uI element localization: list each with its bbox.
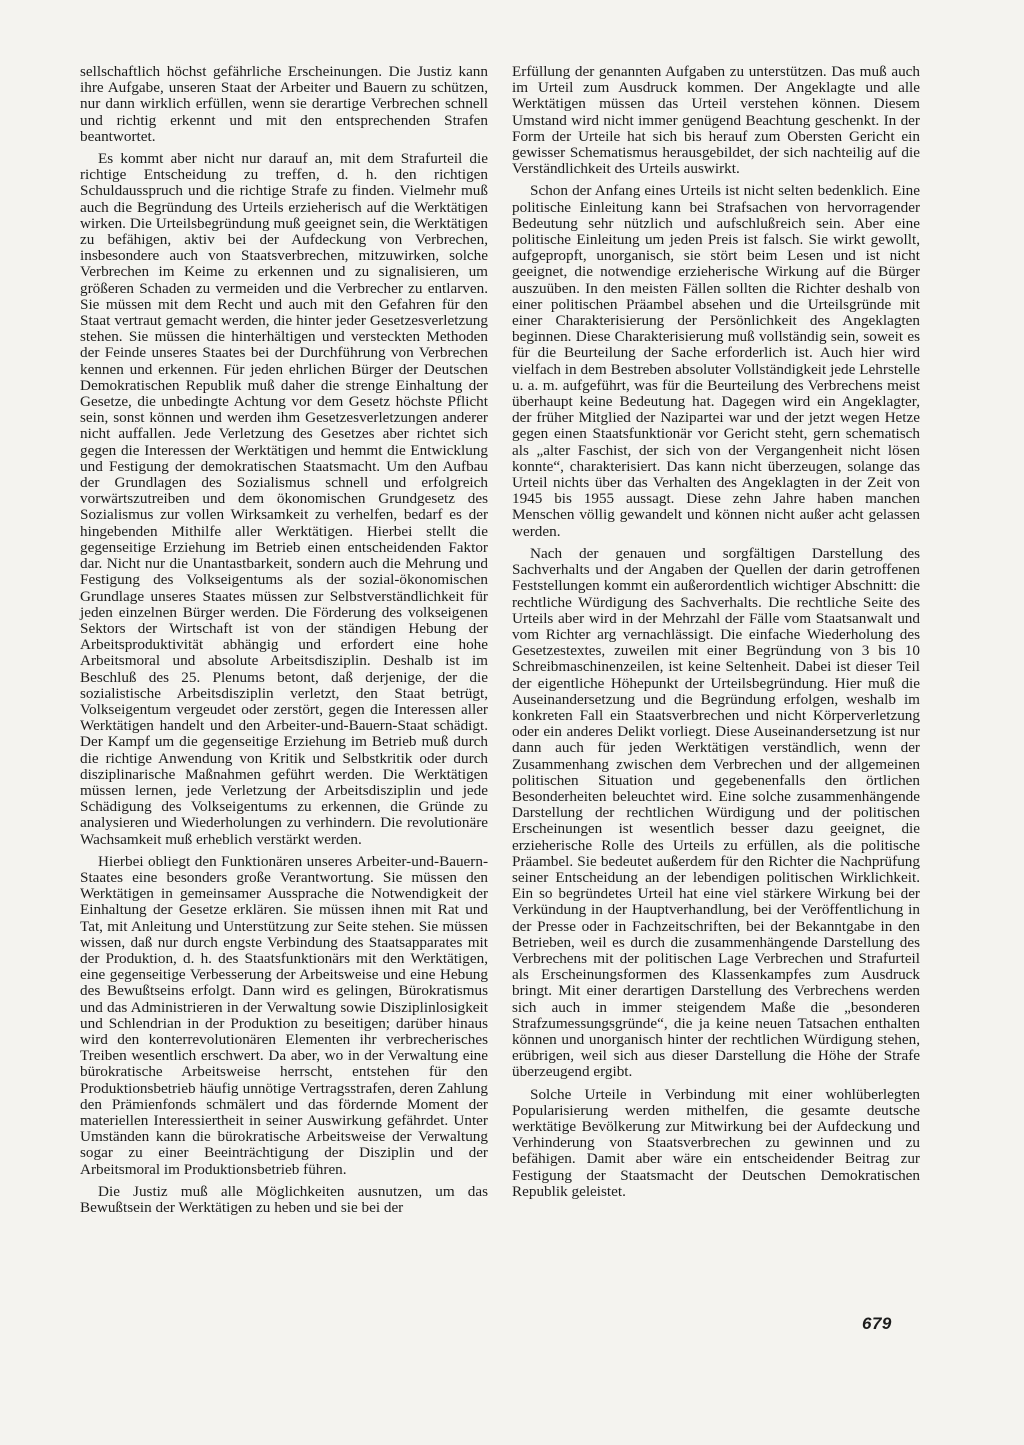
document-page [80, 64, 940, 1404]
paragraph: sellschaftlich höchst gefährliche Erscheinungen. Die Justiz kann ihre Aufgabe, unseren Staat der Arbeiter und Bauern zu schützen, nur dann wirklich erfüllen, wenn sie derartige Verbrechen schnell und richtig erkennt und mit den entsprechenden Strafen beantwortet. [80, 63, 488, 145]
paragraph: Es kommt aber nicht nur darauf an, mit dem Strafurteil die richtige Entscheidung zu treffen, d. h. den richtigen Schuldausspruch und die richtige Strafe zu finden. Vielmehr muß auch die Begründung des Urteils erzieherisch auf die Werktätigen wirken. Die Urteilsbegründung muß geeignet sein, die Werktätigen zu befähigen, aktiv bei der Aufdeckung von Verbrechen, insbesondere auch von Staatsverbrechen, mitzuwirken, solche Verbrechen im Keime zu erkennen und zu signalisieren, um größeren Schaden zu vermeiden und die Verbrecher zu entlarven. Sie müssen mit dem Recht und auch mit den Gefahren für den Staat vertraut gemacht werden, die hinter jeder Gesetzesverletzung stehen. Sie müssen die hinterhältigen und versteckten Methoden der Feinde unseres Staates bei der Durchführung von Verbrechen kennen und erkennen. Für jeden ehrlichen Bürger der Deutschen Demokratischen Republik muß daher die strenge Einhaltung der Gesetze, die unbedingte Achtung vor dem Gesetz höchste Pflicht sein, sonst können und werden ihm Gesetzesverletzungen anderer nicht auffallen. Jede Verletzung des Gesetzes aber richtet sich gegen die Interessen der Werktätigen und hemmt die Entwicklung und Festigung der demokratischen Staatsmacht. Um den Aufbau der Grundlagen des Sozialismus schnell und erfolgreich vorwärtszutreiben und dem ökonomischen Grundgesetz des Sozialismus zur vollen Wirksamkeit zu verhelfen, bedarf es der hingebenden Mithilfe aller Werktätigen. Hierbei stellt die gegenseitige Erziehung im Betrieb einen entscheidenden Faktor dar. Nicht nur die Unantastbarkeit, sondern auch die Mehrung und Festigung des Volkseigentums als der sozial-ökonomischen Grundlage unseres Staates müssen zur Selbstverständlichkeit für jeden einzelnen Bürger werden. Die Förderung des volkseigenen Sektors der Wirtschaft ist von der ständigen Hebung der Arbeitsproduktivität abhängig und erfordert eine hohe Arbeitsmoral und absolute Arbeitsdisziplin. Deshalb ist im Beschluß des 25. Plenums betont, daß derjenige, der die sozialistische Arbeitsdisziplin verletzt, den Staat betrügt, Volkseigentum vergeudet oder zerstört, gegen die Interessen aller Werktätigen handelt und den Arbeiter-und-Bauern-Staat schädigt. Der Kampf um die gegenseitige Erziehung im Betrieb muß durch die richtige Anwendung von Kritik und Selbstkritik oder durch disziplinarische Maßnahmen geführt werden. Die Werktätigen müssen lernen, jede Verletzung der Arbeitsdisziplin und jede Schädigung des Volkseigentums zu erkennen, die Gründe zu analysieren und Wiederholungen zu verhindern. Die revolutionäre Wachsamkeit muß erheblich verstärkt werden. [80, 150, 488, 848]
paragraph: Solche Urteile in Verbindung mit einer wohlüberlegten Popularisierung werden mithelfen, die gesamte deutsche werktätige Bevölkerung zur Mitwirkung bei der Aufdeckung und Verhinderung von Staatsverbrechen zu gewinnen und zu befähigen. Damit aber wäre ein entscheidender Beitrag zur Festigung der Staatsmacht der Deutschen Demokratischen Republik geleistet. [512, 1085, 920, 1200]
paragraph: Hierbei obliegt den Funktionären unseres Arbeiter-und-Bauern-Staates eine besonders große Verantwortung. Sie müssen den Werktätigen in gemeinsamer Aussprache die Notwendigkeit der Einhaltung der Gesetze erklären. Sie müssen ihnen mit Rat und Tat, mit Anleitung und Unterstützung zur Seite stehen. Sie müssen wissen, daß nur durch engste Verbindung des Staatsapparates mit der Produktion, d. h. des Staatsfunktionärs mit den Werktätigen, eine gegenseitige Verbesserung der Arbeitsweise und eine Hebung des Bewußtseins erfolgt. Dann wird es gelingen, Bürokratismus und das Administrieren in der Verwaltung sowie Disziplinlosigkeit und Schlendrian in der Produktion zu beseitigen; darüber hinaus wird den konterrevolutionären Elementen ihr verbrecherisches Treiben wesentlich erschwert. Da aber, wo in der Verwaltung eine bürokratische Arbeitsweise herrscht, entstehen für den Produktionsbetrieb häufig unnötige Vertragsstrafen, deren Zahlung den Prämienfonds schmälert und das fördernde Moment der materiellen Interessiertheit in seiner Auswirkung gefährdet. Unter Umständen kann die bürokratische Arbeitsweise der Verwaltung sogar zu einer Beeinträchtigung der Disziplin und der Arbeitsmoral im Produktionsbetrieb führen. [80, 852, 488, 1178]
right-column [512, 64, 920, 1206]
page-number: 679 [862, 1314, 892, 1333]
paragraph: Erfüllung der genannten Aufgaben zu unterstützen. Das muß auch im Urteil zum Ausdruck kommen. Der Angeklagte und alle Werktätigen müssen das Urteil verstehen können. Diesem Umstand wird nicht immer genügend Beachtung geschenkt. In der Form der Urteile hat sich bis herauf zum Obersten Gericht ein gewisser Schematismus herausgebildet, der sich nachteilig auf die Verständlichkeit des Urteils auswirkt. [512, 63, 920, 178]
paragraph: Nach der genauen und sorgfältigen Darstellung des Sachverhalts und der Angaben der Quellen der darin getroffenen Feststellungen kommt ein außerordentlich wichtiger Abschnitt: die rechtliche Würdigung des Sachverhalts. Die rechtliche Seite des Urteils aber wird in der Mehrzahl der Fälle vom Staatsanwalt und vom Richter arg vernachlässigt. Die einfache Wiederholung des Gesetzestextes, zuweilen mit einer Begründung von 3 bis 10 Schreibmaschinenzeilen, ist keine Seltenheit. Dabei ist dieser Teil der eigentliche Höhepunkt der Urteilsbegründung. Hier muß die Auseinandersetzung und die Begründung erfolgen, weshalb im konkreten Fall ein Staatsverbrechen und nicht Körperverletzung oder ein anderes Delikt vorliegt. Diese Auseinandersetzung ist nur dann auch für jeden Werktätigen verständlich, wenn der Zusammenhang zwischen dem Verbrechen und der allgemeinen politischen Situation und gegebenenfalls den örtlichen Besonderheiten beleuchtet wird. Eine solche zusammenhängende Darstellung der rechtlichen Würdigung und der politischen Erscheinungen ist wesentlich besser dazu geeignet, die erzieherische Rolle des Urteils zu erfüllen, als die politische Präambel. Sie bedeutet außerdem für den Richter die Nachprüfung seiner Entscheidung an der lebendigen politischen Wirklichkeit. Ein so begründetes Urteil hat eine viel stärkere Wirkung bei der Verkündung in der Hauptverhandlung, bei der Veröffentlichung in der Presse oder in Fachzeitschriften, bei der Bekanntgabe in den Betrieben, weil es durch die zusammenhängende Darstellung des Verbrechens mit der politischen Lage Verbrechen und Strafurteil als Erscheinungsformen des Klassenkampfes zum Ausdruck bringt. Mit einer derartigen Darstellung des Verbrechens werden sich auch in immer steigendem Maße die „besonderen Strafzumessungsgründe“, die ja keine neuen Tatsachen enthalten können und unorganisch hinter der rechtlichen Würdigung stehen, erübrigen, weil sich aus dieser Darstellung die Höhe der Strafe überzeugend ergibt. [512, 544, 920, 1081]
left-column [80, 64, 488, 1222]
paragraph: Schon der Anfang eines Urteils ist nicht selten bedenklich. Eine politische Einleitung kann bei Strafsachen von hervorragender Bedeutung sehr nützlich und aufschlußreich sein. Aber eine politische Einleitung um jeden Preis ist falsch. Sie wirkt gewollt, aufgepropft, unorganisch, sie stört beim Lesen und ist nicht geeignet, die notwendige erzieherische Wirkung auf die Bürger auszuüben. In den meisten Fällen sollten die Richter deshalb von einer politischen Präambel absehen und die Urteilsgründe mit einer Charakterisierung der Persönlichkeit des Angeklagten beginnen. Diese Charakterisierung muß vollständig sein, soweit es für die Beurteilung der Sache erforderlich ist. Auch hier wird vielfach in dem Bestreben absoluter Vollständigkeit jede Lehrstelle u. a. m. aufgeführt, was für die Beurteilung des Verbrechens meist überhaupt keine Bedeutung hat. Dagegen wird ein Angeklagter, der früher Mitglied der Nazipartei war und der jetzt wegen Hetze gegen einen Staatsfunktionär vor Gericht steht, gern schematisch als „alter Faschist, der sich von der Vergangenheit nicht lösen konnte“, charakterisiert. Das kann nicht überzeugen, solange das Urteil nichts über das Verhalten des Angeklagten in der Zeit von 1945 bis 1955 aussagt. Diese zehn Jahre haben manchen Menschen völlig gewandelt und können nicht außer acht gelassen werden. [512, 182, 920, 540]
paragraph: Die Justiz muß alle Möglichkeiten ausnutzen, um das Bewußtsein der Werktätigen zu heben und sie bei der [80, 1182, 488, 1217]
